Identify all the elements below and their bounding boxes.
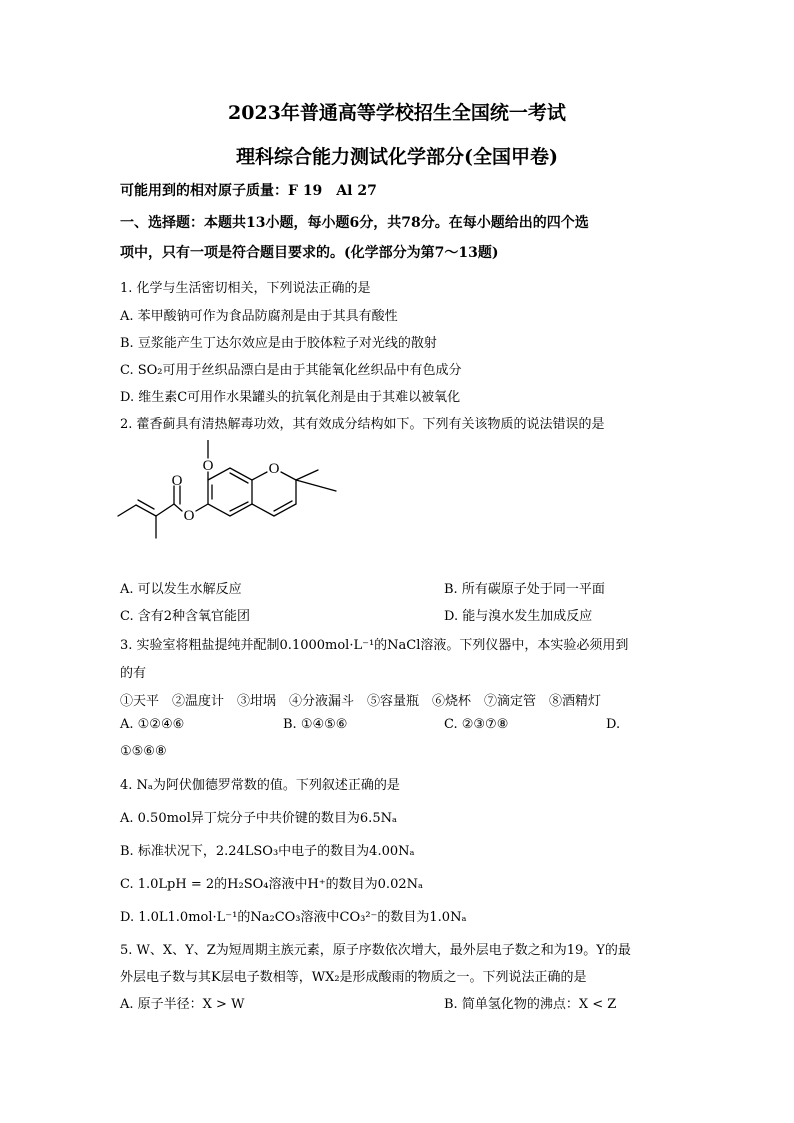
bond-alpha-carbon <box>156 504 174 516</box>
question-3-stem-line2: 的有 <box>120 666 147 681</box>
bond-terminal-methyl <box>118 505 136 516</box>
section-intro-line1: 一、选择题：本题共13小题，每小题6分，共78分。在每小题给出的四个选 <box>120 215 589 231</box>
bond-pyran-c3-c4 <box>274 504 296 516</box>
question-1-option-d: D. 维生素C可用作水果罐头的抗氧化剂是由于其难以被氧化 <box>120 390 461 405</box>
atom-o-ring: O <box>268 461 280 477</box>
question-2-stem: 2. 藿香蓟具有清热解毒功效，其有效成分结构如下。下列有关该物质的说法错误的是 <box>120 417 605 432</box>
question-3-option-a: A. ①②④⑥ <box>120 717 185 732</box>
benzene-double-2 <box>230 502 248 511</box>
atom-o-carbonyl: O <box>171 473 183 489</box>
question-2-option-b: B. 所有碳原子处于同一平面 <box>444 582 605 597</box>
exam-subtitle: 理科综合能力测试化学部分(全国甲卷) <box>236 146 558 168</box>
bond-alkene <box>136 505 156 516</box>
question-3-option-d-label: D. <box>606 717 621 732</box>
bond-methyl-2 <box>296 480 336 491</box>
bond-ring-o-left <box>252 472 267 480</box>
question-5-option-b: B. 简单氢化物的沸点：X < Z <box>444 997 617 1012</box>
question-1-option-b: B. 豆浆能产生丁达尔效应是由于胶体粒子对光线的散射 <box>120 336 437 351</box>
question-3-option-c: C. ②③⑦⑧ <box>444 717 509 732</box>
bond-pyran-c4-c4a <box>252 504 274 516</box>
benzene-ring <box>208 468 252 516</box>
question-2-option-c: C. 含有2种含氧官能团 <box>120 609 251 624</box>
question-1-option-c: C. SO₂可用于丝织品漂白是由于其能氧化丝织品中有色成分 <box>120 363 462 378</box>
benzene-double-1 <box>230 473 248 483</box>
question-4-option-a: A. 0.50mol异丁烷分子中共价键的数目为6.5Nₐ <box>120 811 397 826</box>
question-5-option-a: A. 原子半径：X > W <box>120 997 245 1012</box>
question-4-option-b: B. 标准状况下，2.24LSO₃中电子的数目为4.00Nₐ <box>120 844 415 859</box>
question-2-option-d: D. 能与溴水发生加成反应 <box>444 609 593 624</box>
question-5-stem-line1: 5. W、X、Y、Z为短周期主族元素，原子序数依次增大，最外层电子数之和为19。Y的最 <box>120 943 631 958</box>
molecular-structure-diagram <box>112 440 352 555</box>
atom-o-methoxy: O <box>202 458 214 474</box>
question-1-option-a: A. 苯甲酸钠可作为食品防腐剂是由于其具有酸性 <box>120 309 398 324</box>
question-1-stem: 1. 化学与生活密切相关，下列说法正确的是 <box>120 281 371 296</box>
question-3-instruments: ①天平 ②温度计 ③坩埚 ④分液漏斗 ⑤容量瓶 ⑥烧杯 ⑦滴定管 ⑧酒精灯 <box>120 694 602 709</box>
atom-o-ester: O <box>183 508 195 524</box>
question-4-option-d: D. 1.0L1.0mol·L⁻¹的Na₂CO₃溶液中CO₃²⁻的数目为1.0Nₐ <box>120 910 467 925</box>
atomic-mass-note: 可能用到的相对原子质量：F 19 Al 27 <box>120 183 377 199</box>
question-4-stem: 4. Nₐ为阿伏伽德罗常数的值。下列叙述正确的是 <box>120 778 400 793</box>
question-3-stem-line1: 3. 实验室将粗盐提纯并配制0.1000mol·L⁻¹的NaCl溶液。下列仪器中，本实验必须用到 <box>120 638 629 653</box>
question-3-option-d: ①⑤⑥⑧ <box>120 744 167 759</box>
question-5-stem-line2: 外层电子数与其K层电子数相等，WX₂是形成酸雨的物质之一。下列说法正确的是 <box>120 970 587 985</box>
bond-ester-o-carbonyl <box>174 504 182 511</box>
section-intro-line2: 项中，只有一项是符合题目要求的。(化学部分为第7～13题) <box>120 245 499 261</box>
bond-pyran-double <box>274 501 292 511</box>
question-3-option-b: B. ①④⑤⑥ <box>283 717 348 732</box>
exam-title: 2023年普通高等学校招生全国统一考试 <box>228 102 566 124</box>
bond-ring-o-right <box>281 472 296 480</box>
bond-methyl-1 <box>296 470 318 480</box>
bond-ring-ester-o <box>196 504 208 511</box>
question-2-option-a: A. 可以发生水解反应 <box>120 582 242 597</box>
question-4-option-c: C. 1.0LpH = 2的H₂SO₄溶液中H⁺的数目为0.02Nₐ <box>120 877 423 892</box>
